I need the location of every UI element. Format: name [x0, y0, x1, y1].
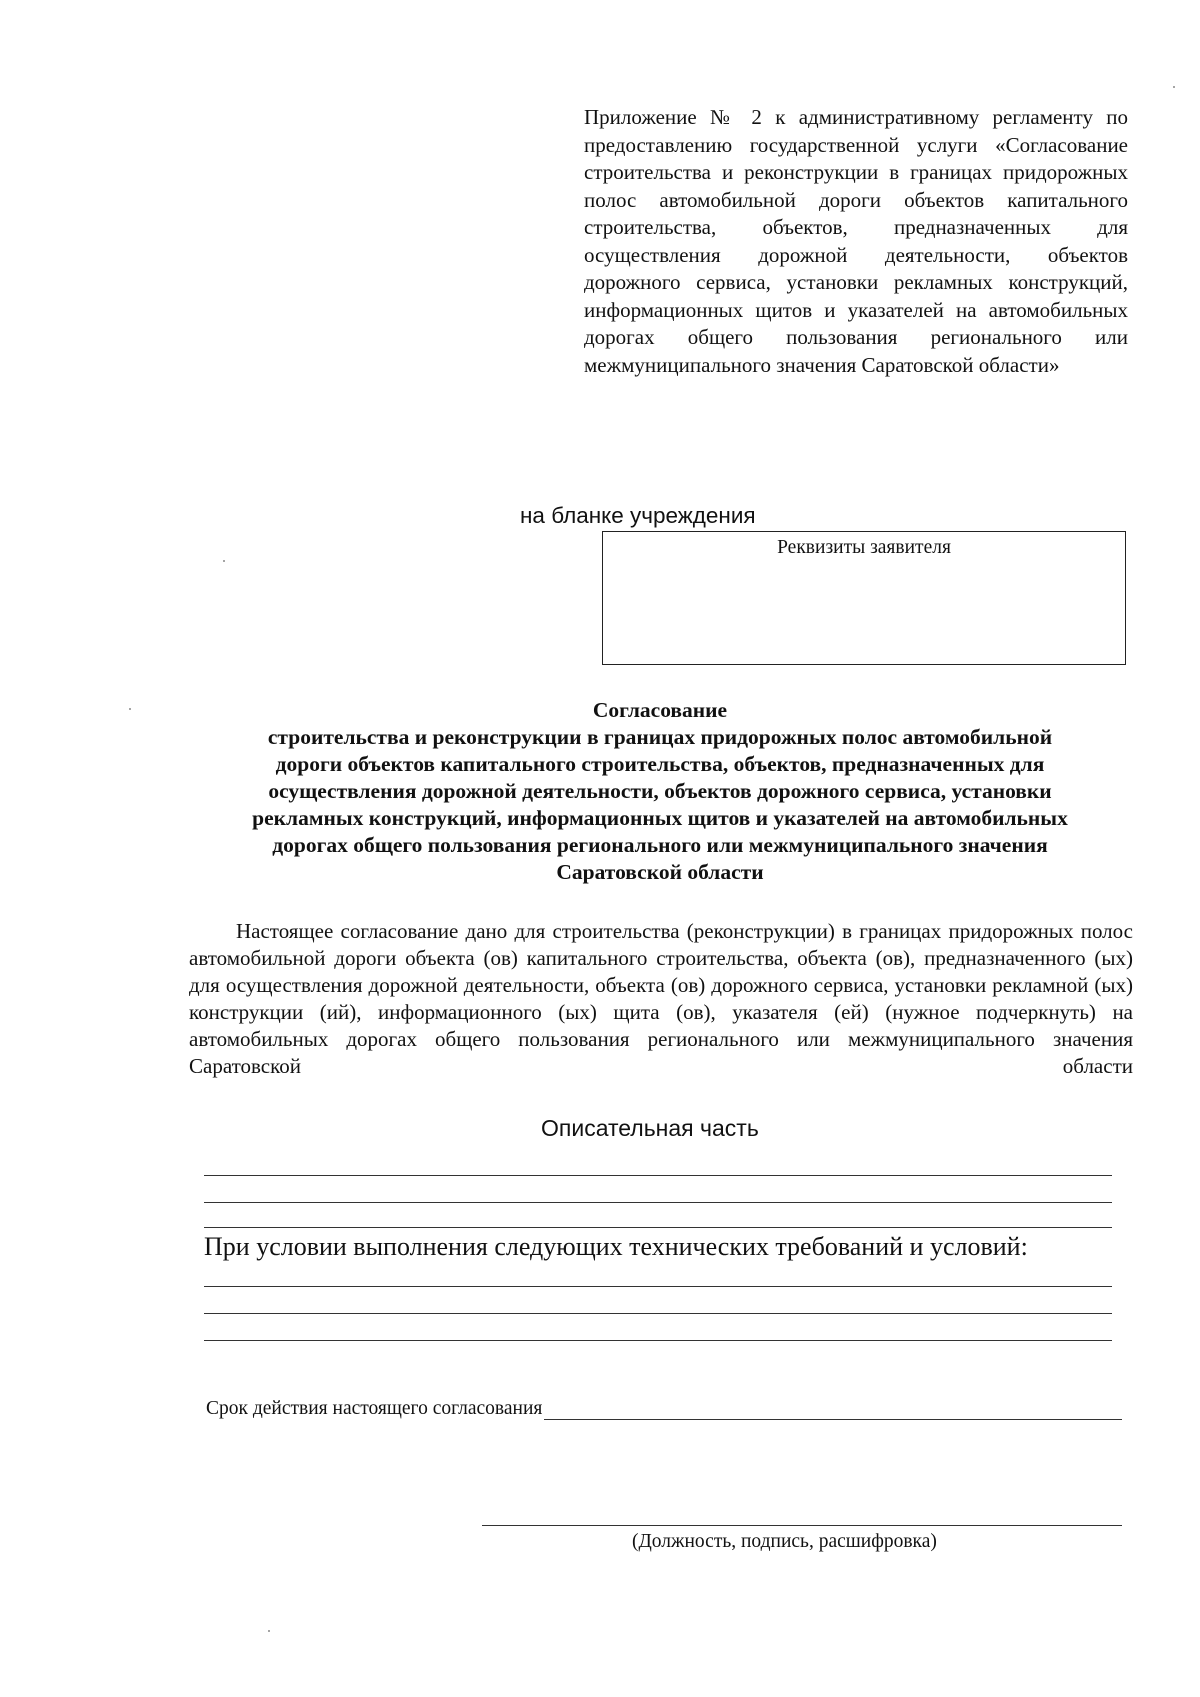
- title-line: дорогах общего пользования регионального или межмуниципального значения: [272, 833, 1048, 857]
- scan-speck: [1173, 86, 1175, 88]
- signature-line: [482, 1525, 1122, 1526]
- descriptive-line: [204, 1202, 1112, 1203]
- title-line: дороги объектов капитального строительства, объектов, предназначенных для: [275, 752, 1045, 776]
- conditions-line: [204, 1313, 1112, 1314]
- scan-speck: [268, 1630, 270, 1632]
- validity-label: Срок действия настоящего согласования: [206, 1398, 543, 1419]
- descriptive-line: [204, 1227, 1112, 1228]
- scan-speck: [129, 708, 131, 710]
- descriptive-line: [204, 1175, 1112, 1176]
- conditions-line: [204, 1286, 1112, 1287]
- title-line: Саратовской области: [556, 860, 764, 884]
- validity-fill-line: [544, 1401, 1122, 1420]
- title-line: осуществления дорожной деятельности, объектов дорожного сервиса, установки: [268, 779, 1052, 803]
- letterhead-note: на бланке учреждения: [520, 503, 756, 528]
- title-line: строительства и реконструкции в границах придорожных полос автомобильной: [267, 725, 1053, 749]
- intro-paragraph: Настоящее согласование дано для строительства (реконструкции) в границах придорожных полос автомобильной дороги объекта (ов) капитального строительства, объекта (ов), предназначенного (ых) для осуществления дорожной деятельности, объекта (ов) дорожного сервиса, установки рекламной (ых) конструкции (ий), информационного (ых) щита (ов), указателя (ей) (нужное подчеркнуть) на автомобильных дорогах общего пользования регионального или межмуниципального значения Саратовской области: [189, 919, 1133, 1078]
- conditions-heading: При условии выполнения следующих технических требований и условий:: [204, 1232, 1028, 1261]
- applicant-requisites-box: [602, 531, 1126, 665]
- applicant-requisites-label: Реквизиты заявителя: [777, 537, 951, 558]
- title-line: Согласование: [592, 698, 728, 722]
- scan-speck: [223, 560, 225, 562]
- appendix-note: Приложение № 2 к административному регламенту по предоставлению государственной услуги «Согласование строительства и реконструкции в границах придорожных полос автомобильной дороги объектов капитального строительства, объектов, предназначенных для осуществления дорожной деятельности, объектов дорожного сервиса, установки рекламных конструкций, информационных щитов и указателей на автомобильных дорогах общего пользования регионального или межмуниципального значения Саратовской области»: [584, 105, 1128, 377]
- title-line: рекламных конструкций, информационных щитов и указателей на автомобильных: [252, 806, 1068, 830]
- document-title: [185, 697, 1135, 886]
- conditions-line: [204, 1340, 1112, 1341]
- signature-caption: (Должность, подпись, расшифровка): [632, 1531, 937, 1552]
- descriptive-section-heading: Описательная часть: [541, 1115, 759, 1141]
- validity-row: [206, 1398, 1122, 1420]
